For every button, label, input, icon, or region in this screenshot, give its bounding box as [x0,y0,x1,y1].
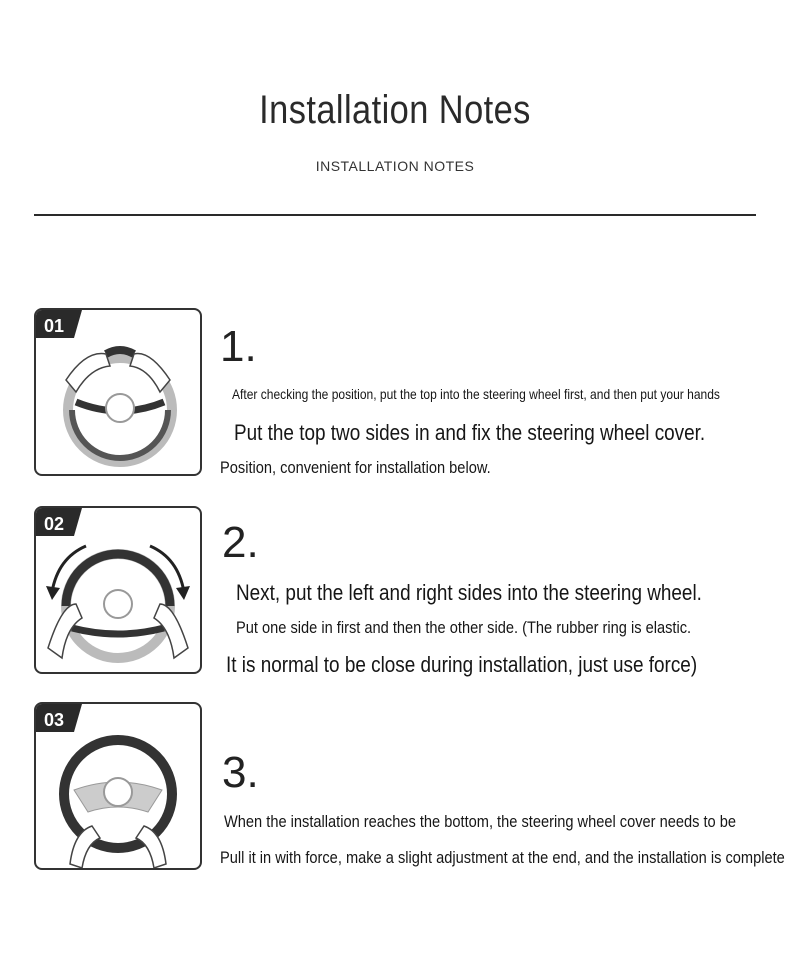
step-badge: 02 [44,514,65,534]
step-3-line-2: Pull it in with force, make a slight adjustment at the end, and the installation is complete [220,848,785,867]
step-1-line-3: Position, convenient for installation below. [220,458,491,477]
steering-wheel-icon [36,704,200,868]
step-badge: 01 [44,316,65,336]
step-3-number: 3. [222,748,259,797]
step-3-illustration [34,702,202,870]
divider [34,214,756,216]
step-3-line-1: When the installation reaches the bottom, the steering wheel cover needs to be [224,812,737,831]
step-1-line-2: Put the top two sides in and fix the steering wheel cover. [234,420,706,445]
step-1-line-1: After checking the position, put the top into the steering wheel first, and then put your hands [232,386,720,402]
step-2-line-1: Next, put the left and right sides into the steering wheel. [236,580,702,605]
step-1-illustration [34,308,202,476]
step-2-line-3: It is normal to be close during installation, just use force) [226,652,698,677]
page-subtitle: INSTALLATION NOTES [315,158,475,174]
steering-wheel-icon [36,508,200,672]
page-title: Installation Notes [259,88,531,132]
step-badge: 03 [44,710,65,730]
steering-wheel-icon [36,310,200,474]
step-2-line-2: Put one side in first and then the other side. (The rubber ring is elastic. [236,618,692,637]
step-2-number: 2. [222,518,259,567]
step-1-number: 1. [220,322,257,371]
step-2-illustration [34,506,202,674]
